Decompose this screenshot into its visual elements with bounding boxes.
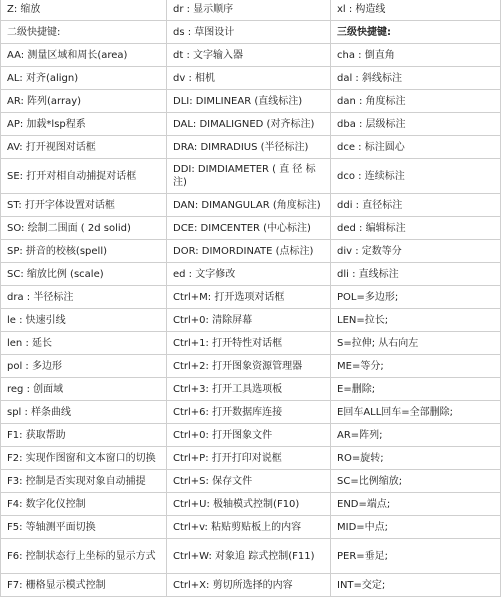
table-cell: AA: 测量区域和周长(area) [1, 44, 167, 67]
table-cell: div : 定数等分 [331, 240, 501, 263]
table-row [1, 217, 501, 240]
table-cell: Z: 缩放 [1, 0, 167, 21]
table-row [1, 574, 501, 597]
table-cell: ds : 草图设计 [167, 21, 331, 44]
table-cell: le : 快速引线 [1, 309, 167, 332]
table-row [1, 67, 501, 90]
table-cell: dce : 标注圆心 [331, 136, 501, 159]
table-cell: SO: 绘制二围面 ( 2d solid) [1, 217, 167, 240]
table-cell: Ctrl+P: 打开打印对说框 [167, 447, 331, 470]
table-cell: DAN: DIMANGULAR (角度标注) [167, 194, 331, 217]
table-cell: F3: 控制是否实现对象自动捕提 [1, 470, 167, 493]
table-cell: DLI: DIMLINEAR (直线标注) [167, 90, 331, 113]
table-cell: SC: 缩放比例 (scale) [1, 263, 167, 286]
table-cell: F2: 实现作图窗和文本窗口的切换 [1, 447, 167, 470]
table-cell: POL=多边形; [331, 286, 501, 309]
table-cell: F7: 栅格显示模式控制 [1, 574, 167, 597]
table-cell: Ctrl+v: 粘贴剪贴板上的内容 [167, 516, 331, 539]
table-cell: SC=比例缩放; [331, 470, 501, 493]
table-cell: dli : 直线标注 [331, 263, 501, 286]
table-cell: Ctrl+0: 清除屏幕 [167, 309, 331, 332]
table-cell: Ctrl+M: 打开选项对话框 [167, 286, 331, 309]
table-cell: DAL: DIMALIGNED (对齐标注) [167, 113, 331, 136]
table-row [1, 309, 501, 332]
table-cell: E=删除; [331, 378, 501, 401]
table-cell: RO=旋转; [331, 447, 501, 470]
table-row [1, 44, 501, 67]
table-cell: F5: 等轴测平面切换 [1, 516, 167, 539]
table-row [1, 90, 501, 113]
table-row [1, 113, 501, 136]
table-cell: 二级快捷键: [1, 21, 167, 44]
table-cell: SP: 拼音的校核(spell) [1, 240, 167, 263]
table-row [1, 263, 501, 286]
table-cell: S=拉伸; 从右向左 [331, 332, 501, 355]
table-cell: 三级快捷键: [331, 21, 501, 44]
table-row [1, 0, 501, 21]
table-cell: ddi : 直径标注 [331, 194, 501, 217]
table-cell: reg : 创面域 [1, 378, 167, 401]
table-row [1, 470, 501, 493]
table-cell: Ctrl+U: 极轴模式控制(F10) [167, 493, 331, 516]
table-cell: DRA: DIMRADIUS (半径标注) [167, 136, 331, 159]
table-cell: ST: 打开字体设置对话框 [1, 194, 167, 217]
table-cell: E回车ALL回车=全部删除; [331, 401, 501, 424]
table-row [1, 424, 501, 447]
table-row [1, 159, 501, 194]
table-cell: Ctrl+X: 剪切所选择的内容 [167, 574, 331, 597]
table-cell: dra : 半径标注 [1, 286, 167, 309]
table-cell: DOR: DIMORDINATE (点标注) [167, 240, 331, 263]
table-cell: AL: 对齐(align) [1, 67, 167, 90]
table-cell: ed : 文字修改 [167, 263, 331, 286]
table-row [1, 516, 501, 539]
table-cell: F6: 控制状态行上坐标的显示方式 [1, 539, 167, 574]
table-row [1, 332, 501, 355]
table-row [1, 136, 501, 159]
table-cell: Ctrl+3: 打开工具选项板 [167, 378, 331, 401]
table-cell: MID=中点; [331, 516, 501, 539]
table-cell: pol : 多边形 [1, 355, 167, 378]
table-cell: AR=阵列; [331, 424, 501, 447]
table-cell: dv : 相机 [167, 67, 331, 90]
table-cell: PER=垂足; [331, 539, 501, 574]
table-cell: AP: 加载*lsp程系 [1, 113, 167, 136]
table-cell: SE: 打开对相自动捕捉对话框 [1, 159, 167, 194]
table-cell: F1: 获取帮助 [1, 424, 167, 447]
table-row [1, 401, 501, 424]
table-cell: INT=交定; [331, 574, 501, 597]
table-cell: Ctrl+6: 打开数据库连接 [167, 401, 331, 424]
table-cell: END=端点; [331, 493, 501, 516]
table-cell: DCE: DIMCENTER (中心标注) [167, 217, 331, 240]
table-cell: F4: 数字化仪控制 [1, 493, 167, 516]
table-row [1, 355, 501, 378]
shortcut-table-body [1, 0, 501, 597]
table-cell: len : 延长 [1, 332, 167, 355]
table-row [1, 21, 501, 44]
table-row [1, 493, 501, 516]
table-cell: dan : 角度标注 [331, 90, 501, 113]
table-cell: AR: 阵列(array) [1, 90, 167, 113]
table-cell: Ctrl+1: 打开特性对话框 [167, 332, 331, 355]
table-cell: dal : 斜线标注 [331, 67, 501, 90]
table-cell: Ctrl+W: 对象追 踪式控制(F11) [167, 539, 331, 574]
table-row [1, 240, 501, 263]
table-cell: cha : 倒直角 [331, 44, 501, 67]
table-cell: dco : 连续标注 [331, 159, 501, 194]
table-row [1, 194, 501, 217]
table-cell: AV: 打开视图对话框 [1, 136, 167, 159]
table-row [1, 378, 501, 401]
table-cell: LEN=拉长; [331, 309, 501, 332]
table-cell: ded : 编辑标注 [331, 217, 501, 240]
table-cell: dba : 层级标注 [331, 113, 501, 136]
table-row [1, 286, 501, 309]
table-cell: dr : 显示顺序 [167, 0, 331, 21]
table-cell: Ctrl+0: 打开图象文件 [167, 424, 331, 447]
table-cell: dt : 文字输入器 [167, 44, 331, 67]
table-cell: DDI: DIMDIAMETER ( 直 径 标 注) [167, 159, 331, 194]
table-cell: ME=等分; [331, 355, 501, 378]
table-cell: spl : 样条曲线 [1, 401, 167, 424]
table-cell: Ctrl+2: 打开图象资源管理器 [167, 355, 331, 378]
table-row [1, 539, 501, 574]
table-cell: Ctrl+S: 保存文件 [167, 470, 331, 493]
table-cell: xl : 构造线 [331, 0, 501, 21]
table-row [1, 447, 501, 470]
